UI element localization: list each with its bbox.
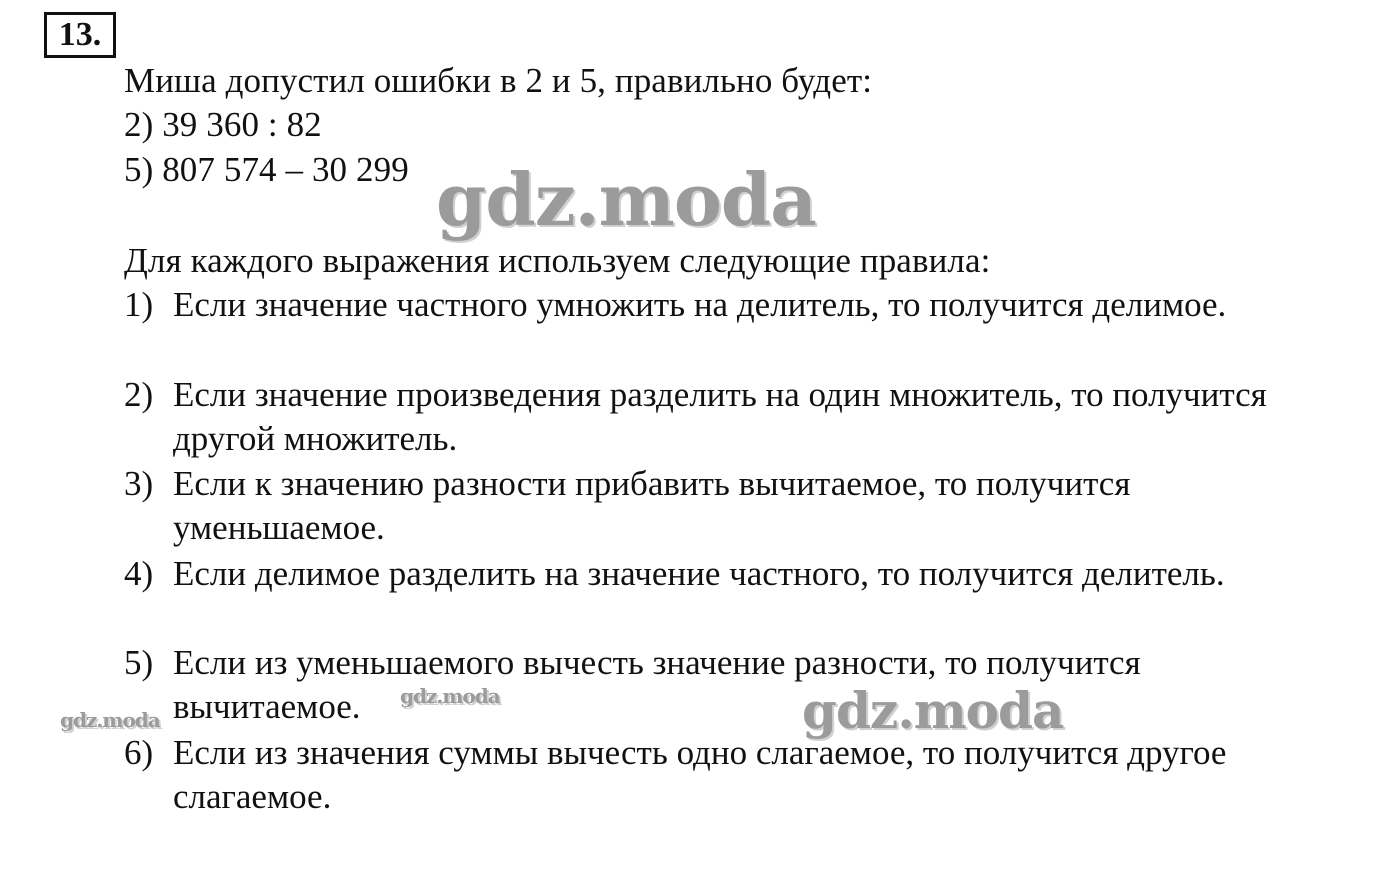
- task-number-box: 13.: [44, 12, 116, 58]
- rule-text: Если значение произведения разделить на один множитель, то получится другой множитель.: [173, 375, 1267, 458]
- watermark-large: gdz.moda: [436, 157, 816, 242]
- rule-number: 3): [124, 464, 154, 503]
- watermark-small: gdz.moda: [60, 708, 160, 732]
- rules-heading: Для каждого выражения используем следующие правила:: [124, 241, 991, 280]
- intro-line: Миша допустил ошибки в 2 и 5, правильно будет:: [124, 61, 873, 100]
- rule-text: Если делимое разделить на значение частного, то получится делитель.: [173, 554, 1225, 593]
- corrected-expression-5: 5) 807 574 – 30 299: [124, 150, 409, 189]
- rule-number: 1): [124, 285, 154, 324]
- rule-number: 2): [124, 375, 154, 414]
- rule-number: 4): [124, 554, 154, 593]
- watermark-small: gdz.moda: [400, 684, 500, 708]
- watermark-large: gdz.moda: [802, 681, 1064, 740]
- rule-text: Если из значения суммы вычесть одно слагаемое, то получится другое слагаемое.: [173, 733, 1227, 816]
- rule-text: Если к значению разности прибавить вычитаемое, то получится уменьшаемое.: [173, 464, 1131, 547]
- rule-text: Если значение частного умножить на делитель, то получится делимое.: [173, 285, 1227, 324]
- rule-text: Если из уменьшаемого вычесть значение разности, то получится вычитаемое.: [173, 643, 1141, 726]
- rule-number: 6): [124, 733, 154, 772]
- corrected-expression-2: 2) 39 360 : 82: [124, 105, 322, 144]
- rule-number: 5): [124, 643, 154, 682]
